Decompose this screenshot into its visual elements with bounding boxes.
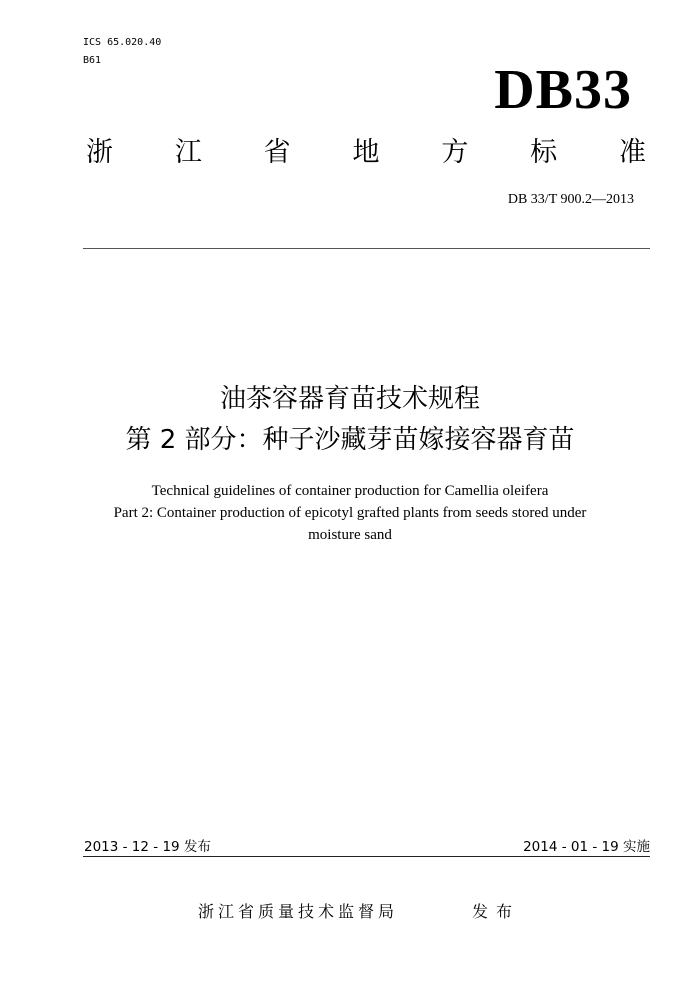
title-cn-part: 第 2 部分：种子沙藏芽苗嫁接容器育苗 — [125, 425, 575, 455]
standard-type-char: 省 — [263, 137, 291, 168]
implement-date: 2014 - 01 - 19 实施 — [523, 839, 650, 855]
standard-prefix: DB33 — [494, 59, 632, 121]
title-en-line: moisture sand — [308, 527, 392, 543]
ics-code: ICS 65.020.40 — [83, 37, 162, 48]
title-cn-main: 油茶容器育苗技术规程 — [219, 384, 480, 414]
standard-type-char: 江 — [174, 137, 202, 168]
header-divider — [83, 248, 650, 249]
ccs-code: B61 — [83, 55, 102, 66]
issue-label: 发布 — [472, 902, 521, 921]
standard-type-char: 浙 — [86, 137, 113, 168]
standard-type-char: 方 — [441, 137, 469, 168]
issue-date: 2013 - 12 - 19 发布 — [84, 839, 211, 855]
standard-type-char: 标 — [530, 137, 558, 168]
standard-type-char: 地 — [352, 137, 380, 168]
standard-type — [86, 136, 646, 170]
title-en-line: Technical guidelines of container production for Camellia oleifera — [151, 483, 549, 499]
standard-type-char: 准 — [618, 137, 646, 168]
standard-number: DB 33/T 900.2—2013 — [507, 192, 634, 207]
title-en-line: Part 2: Container production of epicotyl grafted plants from seeds stored under — [113, 505, 587, 521]
issuing-authority: 浙江省质量技术监督局 — [198, 902, 399, 921]
footer-divider — [83, 856, 650, 857]
title-en — [60, 480, 640, 546]
